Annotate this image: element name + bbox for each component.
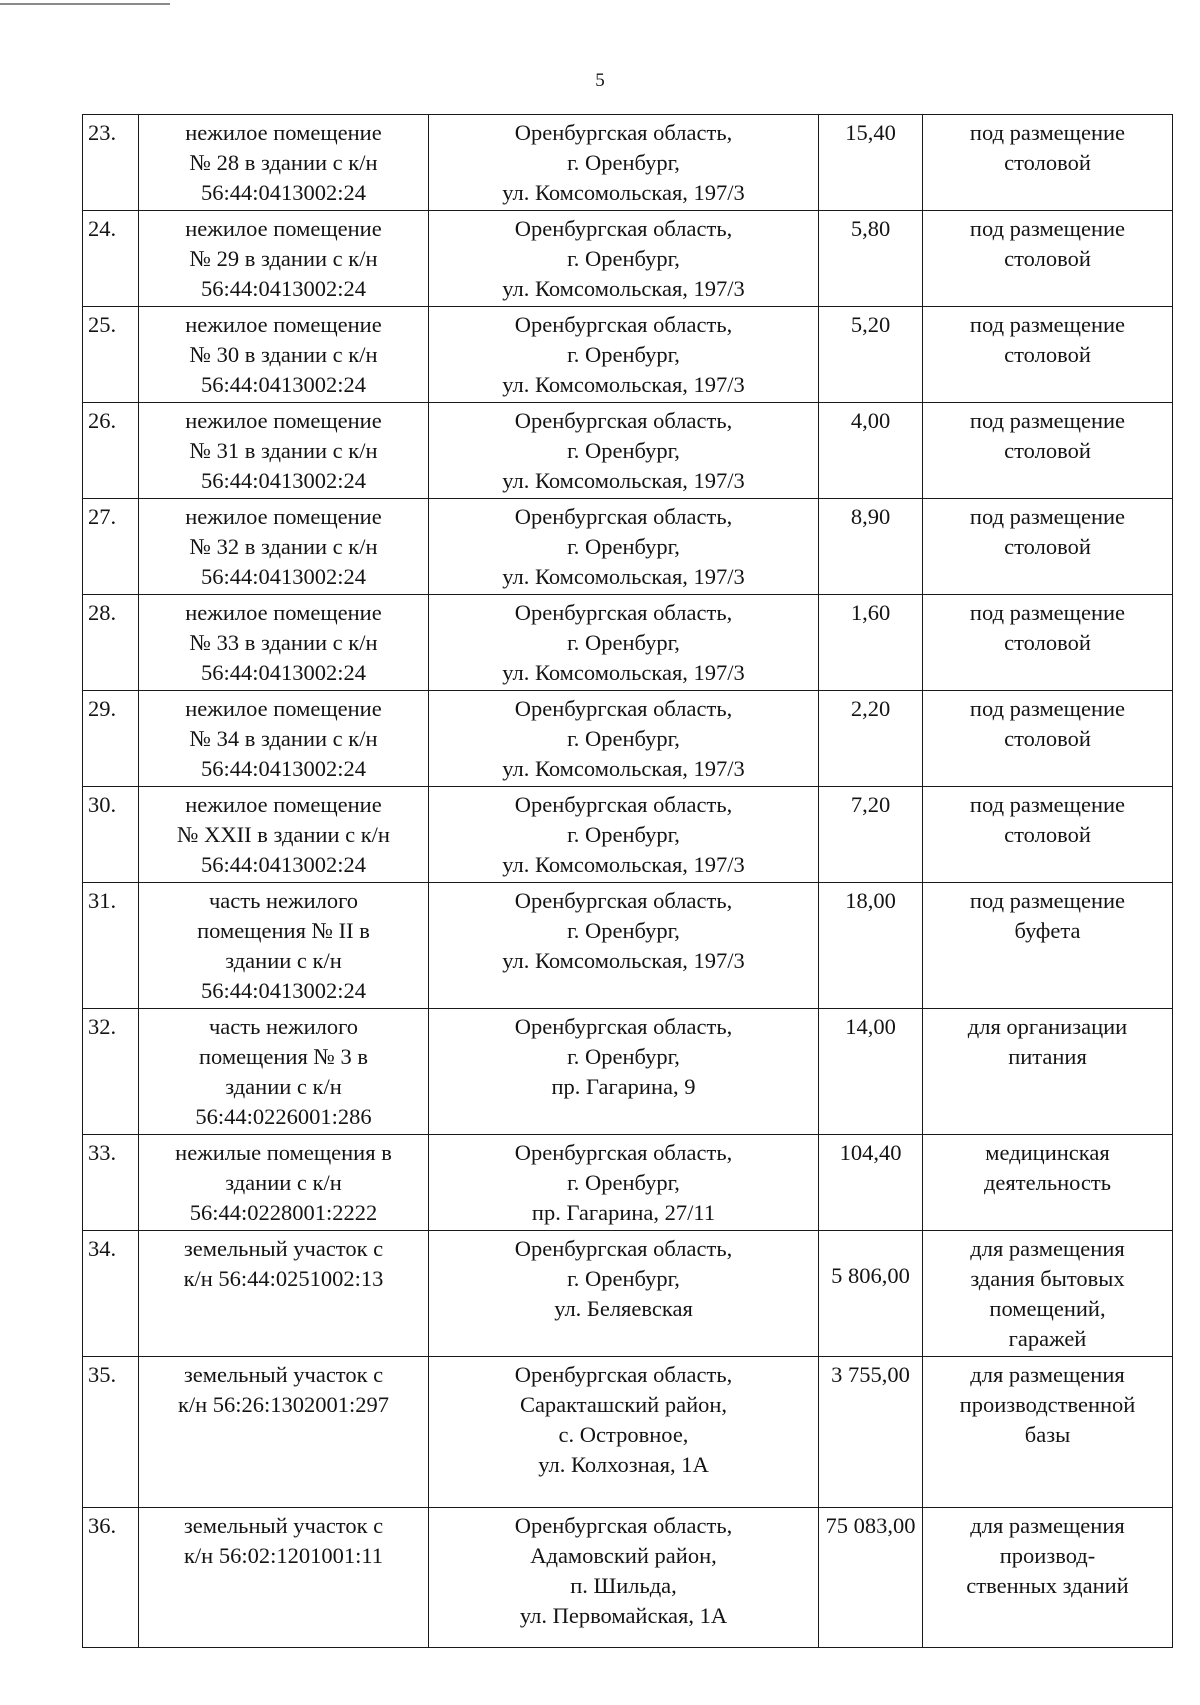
object-description: часть нежилого помещения № 3 в здании с к/н 56:44:0226001:286 bbox=[139, 1009, 429, 1135]
object-purpose: для размещения производственной базы bbox=[923, 1357, 1173, 1508]
object-description: нежилое помещение № 31 в здании с к/н 56:44:0413002:24 bbox=[139, 403, 429, 499]
object-area: 7,20 bbox=[819, 787, 923, 883]
object-purpose: для размещения производ- ственных зданий bbox=[923, 1508, 1173, 1648]
object-purpose: для размещения здания бытовых помещений, гаражей bbox=[923, 1231, 1173, 1357]
object-area: 5,20 bbox=[819, 307, 923, 403]
object-address: Оренбургская область, г. Оренбург, ул. Комсомольская, 197/3 bbox=[429, 307, 819, 403]
object-purpose: для организации питания bbox=[923, 1009, 1173, 1135]
object-purpose: под размещение столовой bbox=[923, 307, 1173, 403]
table-row bbox=[83, 307, 1173, 403]
object-area: 15,40 bbox=[819, 115, 923, 211]
table-row bbox=[83, 1009, 1173, 1135]
object-area: 8,90 bbox=[819, 499, 923, 595]
table-row bbox=[83, 691, 1173, 787]
row-number: 34. bbox=[83, 1231, 139, 1357]
object-area: 75 083,00 bbox=[819, 1508, 923, 1648]
object-area: 1,60 bbox=[819, 595, 923, 691]
table-row bbox=[83, 1231, 1173, 1357]
row-number: 35. bbox=[83, 1357, 139, 1508]
table-row bbox=[83, 787, 1173, 883]
row-number: 27. bbox=[83, 499, 139, 595]
scan-edge-line bbox=[0, 3, 170, 5]
object-description: нежилое помещение № 33 в здании с к/н 56:44:0413002:24 bbox=[139, 595, 429, 691]
object-description: земельный участок с к/н 56:26:1302001:297 bbox=[139, 1357, 429, 1508]
object-purpose: под размещение столовой bbox=[923, 595, 1173, 691]
object-address: Оренбургская область, г. Оренбург, ул. Беляевская bbox=[429, 1231, 819, 1357]
object-address: Оренбургская область, г. Оренбург, ул. Комсомольская, 197/3 bbox=[429, 115, 819, 211]
table-row bbox=[83, 499, 1173, 595]
object-purpose: под размещение буфета bbox=[923, 883, 1173, 1009]
row-number: 25. bbox=[83, 307, 139, 403]
row-number: 24. bbox=[83, 211, 139, 307]
object-description: нежилое помещение № 28 в здании с к/н 56:44:0413002:24 bbox=[139, 115, 429, 211]
object-area: 5,80 bbox=[819, 211, 923, 307]
object-purpose: под размещение столовой bbox=[923, 211, 1173, 307]
object-purpose: под размещение столовой bbox=[923, 115, 1173, 211]
object-address: Оренбургская область, г. Оренбург, ул. Комсомольская, 197/3 bbox=[429, 883, 819, 1009]
object-address: Оренбургская область, г. Оренбург, ул. Комсомольская, 197/3 bbox=[429, 787, 819, 883]
table-row bbox=[83, 1357, 1173, 1508]
table-row bbox=[83, 1508, 1173, 1648]
table-row bbox=[83, 211, 1173, 307]
row-number: 33. bbox=[83, 1135, 139, 1231]
table-row bbox=[83, 403, 1173, 499]
row-number: 36. bbox=[83, 1508, 139, 1648]
object-address: Оренбургская область, г. Оренбург, пр. Гагарина, 9 bbox=[429, 1009, 819, 1135]
table-row bbox=[83, 595, 1173, 691]
object-description: нежилое помещение № 30 в здании с к/н 56:44:0413002:24 bbox=[139, 307, 429, 403]
object-address: Оренбургская область, г. Оренбург, ул. Комсомольская, 197/3 bbox=[429, 691, 819, 787]
object-area: 5 806,00 bbox=[819, 1231, 923, 1357]
table-row bbox=[83, 883, 1173, 1009]
object-area: 14,00 bbox=[819, 1009, 923, 1135]
object-address: Оренбургская область, г. Оренбург, ул. Комсомольская, 197/3 bbox=[429, 211, 819, 307]
table-row bbox=[83, 115, 1173, 211]
property-table bbox=[82, 114, 1173, 1648]
object-area: 4,00 bbox=[819, 403, 923, 499]
object-address: Оренбургская область, г. Оренбург, ул. Комсомольская, 197/3 bbox=[429, 403, 819, 499]
row-number: 31. bbox=[83, 883, 139, 1009]
object-description: нежилое помещение № 34 в здании с к/н 56:44:0413002:24 bbox=[139, 691, 429, 787]
object-area: 104,40 bbox=[819, 1135, 923, 1231]
object-address: Оренбургская область, г. Оренбург, пр. Гагарина, 27/11 bbox=[429, 1135, 819, 1231]
object-address: Оренбургская область, Саракташский район, с. Островное, ул. Колхозная, 1А bbox=[429, 1357, 819, 1508]
table-row bbox=[83, 1135, 1173, 1231]
page-number: 5 bbox=[595, 70, 605, 91]
object-description: нежилое помещение № 32 в здании с к/н 56:44:0413002:24 bbox=[139, 499, 429, 595]
object-description: нежилое помещение № 29 в здании с к/н 56:44:0413002:24 bbox=[139, 211, 429, 307]
object-area: 18,00 bbox=[819, 883, 923, 1009]
object-description: нежилые помещения в здании с к/н 56:44:0228001:2222 bbox=[139, 1135, 429, 1231]
object-purpose: под размещение столовой bbox=[923, 691, 1173, 787]
object-description: земельный участок с к/н 56:02:1201001:11 bbox=[139, 1508, 429, 1648]
object-purpose: медицинская деятельность bbox=[923, 1135, 1173, 1231]
row-number: 32. bbox=[83, 1009, 139, 1135]
object-area: 2,20 bbox=[819, 691, 923, 787]
object-area: 3 755,00 bbox=[819, 1357, 923, 1508]
object-description: земельный участок с к/н 56:44:0251002:13 bbox=[139, 1231, 429, 1357]
object-purpose: под размещение столовой bbox=[923, 787, 1173, 883]
object-address: Оренбургская область, Адамовский район, п. Шильда, ул. Первомайская, 1А bbox=[429, 1508, 819, 1648]
row-number: 26. bbox=[83, 403, 139, 499]
row-number: 29. bbox=[83, 691, 139, 787]
object-address: Оренбургская область, г. Оренбург, ул. Комсомольская, 197/3 bbox=[429, 595, 819, 691]
object-address: Оренбургская область, г. Оренбург, ул. Комсомольская, 197/3 bbox=[429, 499, 819, 595]
row-number: 28. bbox=[83, 595, 139, 691]
row-number: 23. bbox=[83, 115, 139, 211]
object-description: нежилое помещение № XXII в здании с к/н 56:44:0413002:24 bbox=[139, 787, 429, 883]
row-number: 30. bbox=[83, 787, 139, 883]
object-purpose: под размещение столовой bbox=[923, 499, 1173, 595]
object-purpose: под размещение столовой bbox=[923, 403, 1173, 499]
object-description: часть нежилого помещения № II в здании с к/н 56:44:0413002:24 bbox=[139, 883, 429, 1009]
